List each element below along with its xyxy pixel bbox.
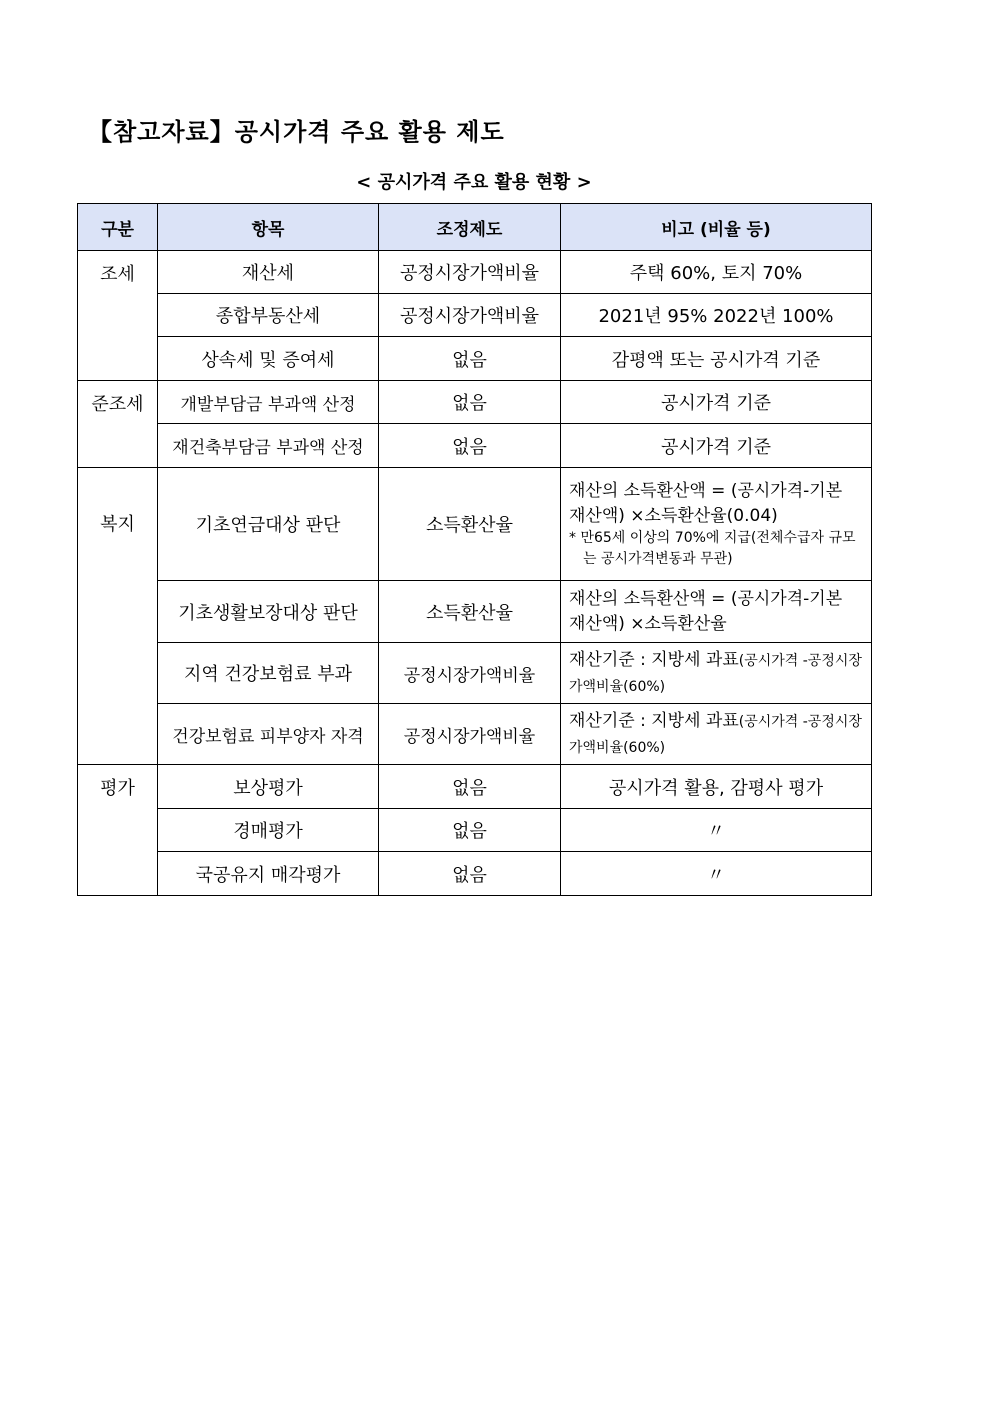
adjust-cell: 공정시장가액비율 [379,294,561,337]
note-cell: 〃 [561,852,872,896]
table-row [78,852,872,896]
table-header-row [78,204,872,251]
note-cell: 2021년 95% 2022년 100% [561,294,872,337]
item-cell: 재건축부담금 부과액 산정 [158,424,379,468]
category-cell: 복지 [78,468,158,765]
item-cell: 기초생활보장대상 판단 [158,581,379,643]
table-row [78,643,872,704]
item-cell: 보상평가 [158,765,379,809]
item-cell: 기초연금대상 판단 [158,468,379,581]
note-cell [561,643,872,704]
adjust-cell: 소득환산율 [379,468,561,581]
note-main-text: 재산기준 : 지방세 과표 [569,649,739,670]
item-cell: 건강보험료 피부양자 자격 [158,704,379,765]
item-cell: 상속세 및 증여세 [158,337,379,381]
adjust-cell: 없음 [379,337,561,381]
item-cell: 종합부동산세 [158,294,379,337]
table-caption: < 공시가격 주요 활용 현황 > [356,172,592,193]
item-cell: 재산세 [158,251,379,294]
usage-table [77,203,872,896]
note-cell: 〃 [561,809,872,852]
adjust-cell: 없음 [379,809,561,852]
table-row [78,468,872,581]
table-row [78,765,872,809]
table-row [78,294,872,337]
adjust-cell: 소득환산율 [379,581,561,643]
table-row [78,337,872,381]
table-row [78,809,872,852]
item-cell: 국공유지 매각평가 [158,852,379,896]
note-footnote-text: * 만65세 이상의 70%에 지급(전체수급자 규모는 공시가격변동과 무관) [569,530,856,567]
category-cell: 평가 [78,765,158,896]
adjust-cell: 공정시장가액비율 [379,251,561,294]
table-row [78,704,872,765]
note-main-text: 재산의 소득환산액 = (공시가격-기본 재산액) ×소득환산율(0.04) [569,481,843,526]
note-cell: 공시가격 기준 [561,381,872,424]
adjust-cell: 공정시장가액비율 [379,643,561,704]
note-main-text: 재산기준 : 지방세 과표 [569,710,739,731]
category-cell: 준조세 [78,381,158,468]
note-small-text: (공시가격 -공정시장가액비율(60%) [569,713,862,756]
note-small-text: (공시가격 -공정시장가액비율(60%) [569,652,862,695]
adjust-cell: 없음 [379,424,561,468]
document-title: 【참고자료】공시가격 주요 활용 제도 [88,117,505,146]
header-category: 구분 [78,204,158,251]
item-cell: 경매평가 [158,809,379,852]
item-cell: 개발부담금 부과액 산정 [158,381,379,424]
item-cell: 지역 건강보험료 부과 [158,643,379,704]
note-cell: 공시가격 기준 [561,424,872,468]
note-cell: 주택 60%, 토지 70% [561,251,872,294]
note-cell: 공시가격 활용, 감평사 평가 [561,765,872,809]
adjust-cell: 없음 [379,381,561,424]
adjust-cell: 공정시장가액비율 [379,704,561,765]
note-main-text: 재산의 소득환산액 = (공시가격-기본 재산액) ×소득환산율 [569,588,843,634]
note-cell [561,704,872,765]
adjust-cell: 없음 [379,852,561,896]
note-cell: 감평액 또는 공시가격 기준 [561,337,872,381]
adjust-cell: 없음 [379,765,561,809]
table-row [78,251,872,294]
header-item: 항목 [158,204,379,251]
table-row [78,424,872,468]
header-note: 비고 (비율 등) [561,204,872,251]
table-row [78,381,872,424]
table-row [78,581,872,643]
header-adjustment: 조정제도 [379,204,561,251]
category-cell: 조세 [78,251,158,381]
note-cell [561,468,872,581]
note-cell [561,581,872,643]
